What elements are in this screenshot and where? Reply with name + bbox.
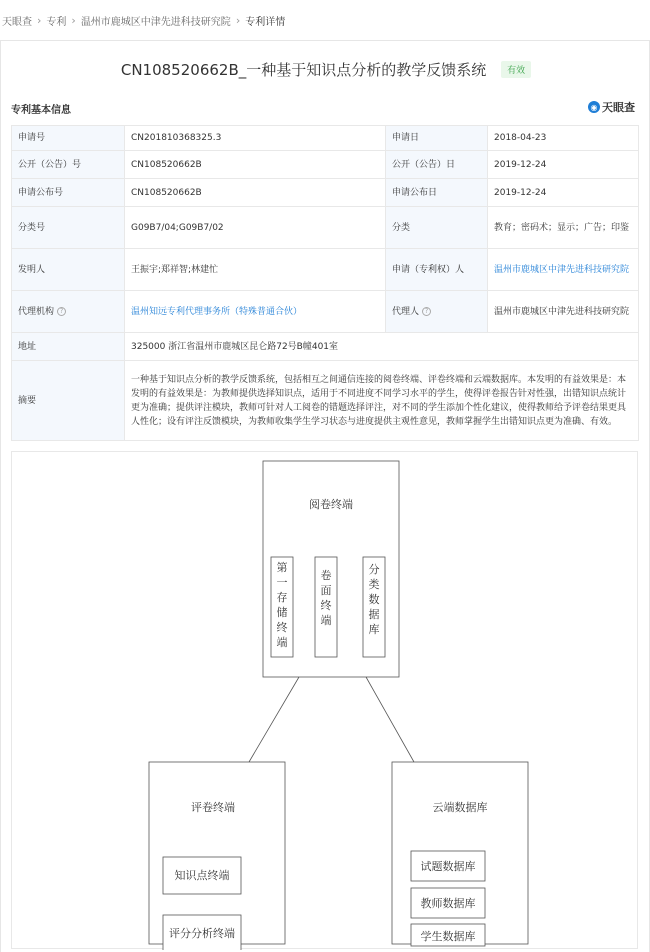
breadcrumb-patent-link[interactable]: 专利 <box>46 16 67 28</box>
logo-icon: ◉ <box>588 101 600 113</box>
value-applicant-link[interactable]: 温州市鹿城区中津先进科技研究院 <box>488 249 639 291</box>
value-publication-number: CN108520662B <box>125 151 386 179</box>
table-row <box>12 361 639 441</box>
patent-drawing <box>11 451 638 949</box>
value-agency-link[interactable]: 温州知远专利代理事务所（特殊普通合伙） <box>125 291 386 333</box>
chevron-right-icon: › <box>235 13 241 27</box>
label-grant-date: 申请公布日 <box>386 179 488 207</box>
value-abstract: 一种基于知识点分析的教学反馈系统，包括相互之间通信连接的阅卷终端、评卷终端和云端数据库。本发明的有益效果是：本发明的有益效果是：为教师提供选择知识点，适用于不同进度不同学习水平的学生，使得评卷报告针对性强，出错知识点统计更为准确；提供评注模块，教师可针对人工阅卷的错题选择评注，对不同的学生添加个性化建议，使得教师给予评卷结果更具人性化；设有评注反馈模块，为教师收集学生学习状态与进度提供主观性意见，教师掌握学生出错知识点更为准确、有效。 <box>125 361 639 441</box>
label-agent-text: 代理人 <box>392 306 420 317</box>
value-application-number: CN201810368325.3 <box>125 126 386 151</box>
table-row <box>12 333 639 361</box>
breadcrumb-current: 专利详情 <box>245 16 286 28</box>
connector-line <box>249 677 299 762</box>
category-database-label: 分类数据库 <box>368 563 380 636</box>
value-address: 325000 浙江省温州市鹿城区昆仑路72号B幢401室 <box>125 333 639 361</box>
status-badge: 有效 <box>501 61 531 78</box>
paper-terminal-label: 卷面终端 <box>320 569 332 627</box>
student-database-label: 学生数据库 <box>420 930 476 943</box>
patent-panel <box>0 40 650 952</box>
label-publication-date: 公开（公告）日 <box>386 151 488 179</box>
value-inventors: 王振宇;郑祥智;林建忙 <box>125 249 386 291</box>
table-row <box>12 151 639 179</box>
logo[interactable] <box>588 99 635 115</box>
breadcrumb-company-link[interactable]: 温州市鹿城区中津先进科技研究院 <box>80 16 231 28</box>
logo-text: 天眼查 <box>602 101 635 114</box>
knowledge-terminal-label: 知识点终端 <box>174 869 230 882</box>
label-application-number: 申请号 <box>12 126 125 151</box>
teacher-database-label: 教师数据库 <box>420 897 476 910</box>
label-abstract: 摘要 <box>12 361 125 441</box>
label-inventors: 发明人 <box>12 249 125 291</box>
value-grant-number: CN108520662B <box>125 179 386 207</box>
breadcrumb-home-link[interactable]: 天眼查 <box>2 16 32 28</box>
label-agent <box>386 291 488 333</box>
table-row <box>12 179 639 207</box>
question-database-label: 试题数据库 <box>420 860 476 873</box>
grading-terminal-title: 评卷终端 <box>191 801 235 814</box>
label-category: 分类 <box>386 207 488 249</box>
label-publication-number: 公开（公告）号 <box>12 151 125 179</box>
table-row <box>12 207 639 249</box>
label-grant-number: 申请公布号 <box>12 179 125 207</box>
chevron-right-icon: › <box>71 13 76 27</box>
table-row <box>12 249 639 291</box>
score-analysis-label: 评分分析终端 <box>169 927 235 940</box>
table-row <box>12 291 639 333</box>
value-agent: 温州市鹿城区中津先进科技研究院 <box>488 291 639 333</box>
label-class-code: 分类号 <box>12 207 125 249</box>
label-agency <box>12 291 125 333</box>
info-table <box>11 125 639 441</box>
section-title: 专利基本信息 <box>11 105 71 116</box>
label-address: 地址 <box>12 333 125 361</box>
chevron-right-icon: › <box>37 13 42 27</box>
value-publication-date: 2019-12-24 <box>488 151 639 179</box>
value-category: 教育；密码术；显示；广告；印鉴 <box>488 207 639 249</box>
value-grant-date: 2019-12-24 <box>488 179 639 207</box>
label-agency-text: 代理机构 <box>18 306 55 317</box>
connector-line <box>366 677 414 762</box>
help-icon[interactable]: ? <box>422 307 431 316</box>
breadcrumb <box>0 0 650 40</box>
help-icon[interactable]: ? <box>57 307 66 316</box>
value-class-code: G09B7/04;G09B7/02 <box>125 207 386 249</box>
title-row <box>1 59 650 80</box>
table-row <box>12 126 639 151</box>
cloud-database-title: 云端数据库 <box>432 801 488 814</box>
label-applicant: 申请（专利权）人 <box>386 249 488 291</box>
review-terminal-title: 阅卷终端 <box>309 498 353 511</box>
value-application-date: 2018-04-23 <box>488 126 639 151</box>
label-application-date: 申请日 <box>386 126 488 151</box>
page-title: CN108520662B_一种基于知识点分析的教学反馈系统 <box>120 61 487 79</box>
system-diagram <box>12 452 639 950</box>
storage-terminal-label: 第一存储终端 <box>276 561 288 649</box>
